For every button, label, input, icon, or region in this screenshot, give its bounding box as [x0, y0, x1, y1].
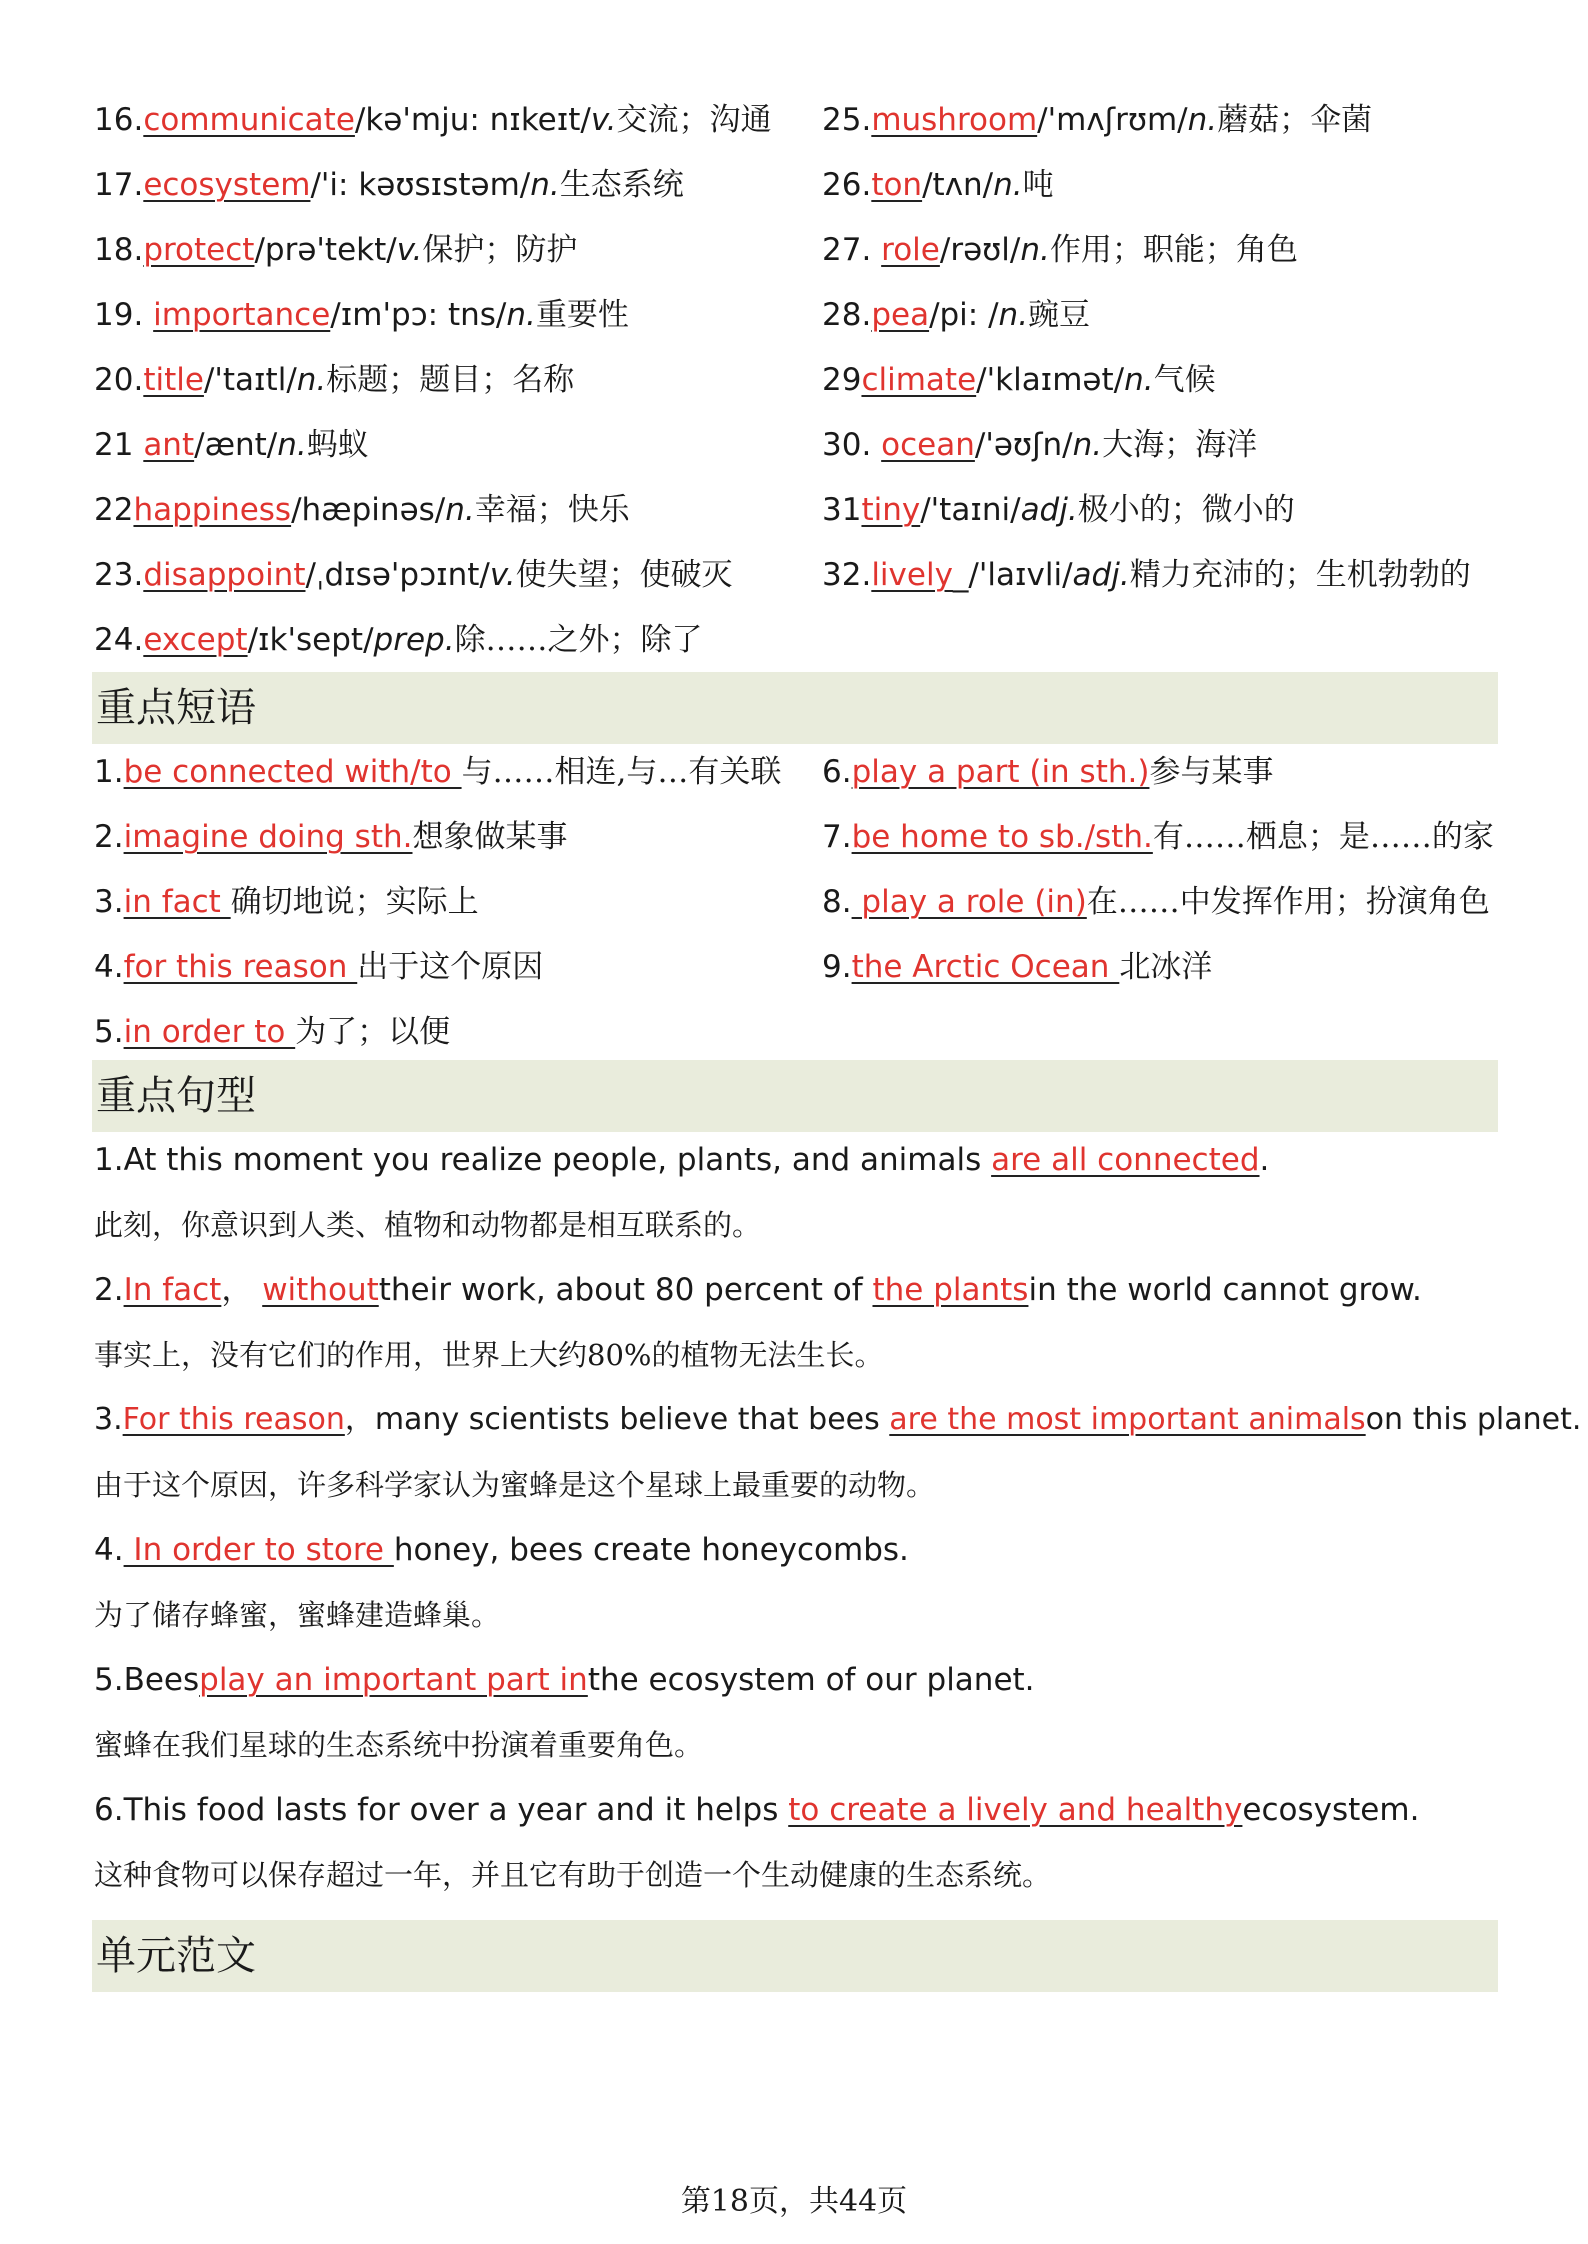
- phrase-item: 2.imagine doing sth.想象做某事: [94, 819, 568, 855]
- section-title-essay: 单元范文: [96, 1933, 256, 1979]
- sentence-4: 4. In order to store honey, bees create honeycombs.: [94, 1532, 909, 1568]
- vocab-item: 29climate/'klaɪmət/n.气候: [822, 362, 1216, 398]
- page-footer: 第18页，共44页: [680, 2184, 908, 2219]
- phrase-item: 9.the Arctic Ocean 北冰洋: [822, 949, 1213, 985]
- section-band-essay: [92, 1920, 1498, 1992]
- phrase-item: 1.be connected with/to 与……相连,与…有关联: [94, 754, 782, 790]
- phrase-item: 3.in fact 确切地说；实际上: [94, 884, 479, 920]
- phrase-item: 6.play a part (in sth.)参与某事: [822, 754, 1274, 790]
- vocab-item: 16.communicate/kə'mju: nɪkeɪt/v.交流；沟通: [94, 102, 772, 138]
- vocab-item: 18.protect/prə'tekt/v.保护；防护: [94, 232, 578, 268]
- sentence-4-translation: 为了储存蜂蜜，蜜蜂建造蜂巢。: [94, 1598, 501, 1632]
- vocab-item: 22happiness/hæpinəs/n.幸福；快乐: [94, 492, 630, 528]
- phrase-item: 4.for this reason 出于这个原因: [94, 949, 544, 985]
- section-title-phrases: 重点短语: [96, 685, 256, 731]
- phrase-item: 8. play a role (in)在……中发挥作用；扮演角色: [822, 884, 1490, 920]
- vocab-item: 27. role/rəʊl/n.作用；职能；角色: [822, 232, 1298, 268]
- vocab-item: 28.pea/pi: /n.豌豆: [822, 297, 1091, 333]
- phrase-item: 5.in order to 为了；以便: [94, 1014, 451, 1050]
- sentence-6-translation: 这种食物可以保存超过一年，并且它有助于创造一个生动健康的生态系统。: [94, 1858, 1052, 1892]
- vocab-item: 23.disappoint/ˌdɪsə'pɔɪnt/v.使失望；使破灭: [94, 557, 733, 593]
- sentence-3: 3.For this reason，many scientists believe that bees are the most important animalson this planet.: [94, 1402, 1582, 1437]
- sentence-1: 1.At this moment you realize people, plants, and animals are all connected.: [94, 1142, 1270, 1178]
- sentence-3-translation: 由于这个原因，许多科学家认为蜜蜂是这个星球上最重要的动物。: [94, 1468, 936, 1502]
- vocab-item: 20.title/'taɪtl/n.标题；题目；名称: [94, 362, 575, 398]
- vocab-item: 32.lively_/'laɪvli/adj.精力充沛的；生机勃勃的: [822, 557, 1471, 593]
- vocab-item: 31tiny/'taɪni/adj.极小的；微小的: [822, 492, 1295, 528]
- vocab-item: 24.except/ɪk'sept/prep.除……之外；除了: [94, 622, 703, 658]
- sentence-5: 5.Beesplay an important part inthe ecosystem of our planet.: [94, 1662, 1035, 1698]
- sentence-1-translation: 此刻，你意识到人类、植物和动物都是相互联系的。: [94, 1208, 762, 1242]
- section-band-phrases: [92, 672, 1498, 744]
- vocab-item: 26.ton/tʌn/n.吨: [822, 167, 1054, 203]
- vocab-item: 30. ocean/'əʊʃn/n.大海；海洋: [822, 427, 1258, 463]
- vocab-item: 25.mushroom/'mʌʃrʊm/n.蘑菇；伞菌: [822, 102, 1373, 138]
- phrase-item: 7.be home to sb./sth.有……栖息；是……的家: [822, 819, 1494, 855]
- vocab-item: 17.ecosystem/'i: kəʊsɪstəm/n.生态系统: [94, 167, 684, 203]
- sentence-2-translation: 事实上，没有它们的作用，世界上大约80%的植物无法生长。: [94, 1338, 884, 1372]
- sentence-2: 2.In fact， withouttheir work, about 80 percent of the plantsin the world cannot grow.: [94, 1272, 1422, 1308]
- sentence-6: 6.This food lasts for over a year and it helps to create a lively and healthyecosystem.: [94, 1792, 1420, 1828]
- section-band-sentences: [92, 1060, 1498, 1132]
- vocab-item: 21 ant/ænt/n.蚂蚁: [94, 427, 369, 463]
- sentence-5-translation: 蜜蜂在我们星球的生态系统中扮演着重要角色。: [94, 1728, 704, 1762]
- vocab-item: 19. importance/ɪm'pɔ: tns/n.重要性: [94, 297, 629, 333]
- section-title-sentences: 重点句型: [96, 1073, 256, 1119]
